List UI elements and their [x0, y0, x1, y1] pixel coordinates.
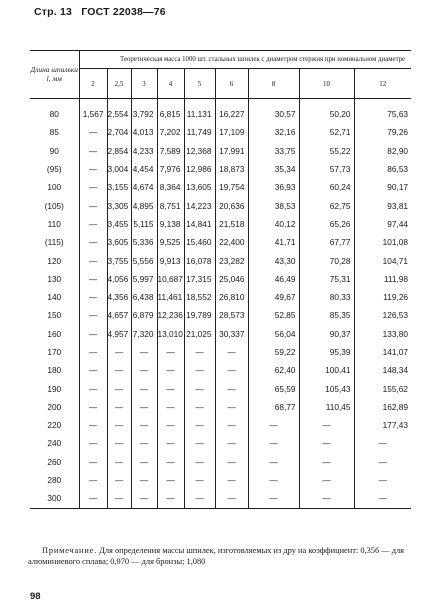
mass-cell: — — [215, 416, 248, 434]
mass-cell: 13,605 — [184, 178, 215, 196]
mass-cell: — — [215, 398, 248, 416]
mass-cell: 23,282 — [215, 251, 248, 269]
mass-cell: 148,34 — [354, 361, 411, 379]
mass-cell: — — [131, 434, 157, 452]
mass-cell: 100,41 — [299, 361, 354, 379]
mass-cell: — — [157, 471, 184, 489]
length-cell: 180 — [47, 365, 62, 376]
mass-cell: 30,337 — [215, 325, 248, 343]
mass-cell: 11,131 — [184, 99, 215, 124]
mass-cell: — — [215, 471, 248, 489]
mass-cell: 49,67 — [248, 288, 299, 306]
mass-cell: 52,85 — [248, 306, 299, 324]
mass-cell: 11,461 — [157, 288, 184, 306]
table-row — [30, 416, 411, 434]
table-row — [30, 142, 411, 160]
mass-cell: — — [354, 471, 411, 489]
mass-cell: — — [79, 251, 107, 269]
mass-cell: — — [354, 489, 411, 508]
mass-cell: — — [157, 379, 184, 397]
length-cell: 90 — [49, 145, 59, 156]
mass-cell: — — [79, 453, 107, 471]
mass-cell: 93,81 — [354, 196, 411, 214]
mass-cell: 68,77 — [248, 398, 299, 416]
mass-cell: 3,305 — [107, 196, 131, 214]
length-cell: 120 — [47, 255, 62, 266]
mass-cell: — — [184, 343, 215, 361]
mass-cell: 5,997 — [131, 270, 157, 288]
mass-cell: 25,046 — [215, 270, 248, 288]
mass-cell: — — [79, 215, 107, 233]
mass-cell: — — [79, 270, 107, 288]
mass-cell: 60,24 — [299, 178, 354, 196]
mass-cell: — — [248, 489, 299, 508]
mass-cell: — — [215, 379, 248, 397]
mass-cell: 38,53 — [248, 196, 299, 214]
mass-cell: — — [248, 416, 299, 434]
footnote — [28, 545, 420, 567]
table-row — [30, 233, 411, 251]
mass-cell: — — [79, 398, 107, 416]
mass-cell: — — [107, 398, 131, 416]
mass-cell: 8,364 — [157, 178, 184, 196]
table-row — [30, 288, 411, 306]
mass-cell: 32,16 — [248, 123, 299, 141]
mass-cell: — — [79, 160, 107, 178]
mass-cell: — — [131, 453, 157, 471]
length-cell: 280 — [47, 475, 62, 486]
mass-cell: — — [131, 398, 157, 416]
table-row — [30, 215, 411, 233]
mass-cell: — — [79, 178, 107, 196]
mass-cell: 2,854 — [107, 142, 131, 160]
mass-cell: 75,31 — [299, 270, 354, 288]
mass-cell: 90,37 — [299, 325, 354, 343]
mass-cell: — — [79, 471, 107, 489]
mass-cell: 4,454 — [131, 160, 157, 178]
mass-cell: — — [107, 434, 131, 452]
mass-cell: — — [184, 416, 215, 434]
mass-cell: 6,815 — [157, 99, 184, 124]
mass-cell: 12,236 — [157, 306, 184, 324]
mass-cell: 75,63 — [354, 99, 411, 124]
table-row — [30, 178, 411, 196]
mass-cell: 4,957 — [107, 325, 131, 343]
mass-cell: 3,004 — [107, 160, 131, 178]
stub-header: Длина шпильки l, мм — [30, 65, 79, 83]
mass-cell: — — [79, 288, 107, 306]
table-row — [30, 434, 411, 452]
mass-cell: 8,751 — [157, 196, 184, 214]
mass-cell: 90,17 — [354, 178, 411, 196]
mass-cell: 70,28 — [299, 251, 354, 269]
mass-cell: 9,525 — [157, 233, 184, 251]
mass-cell: — — [157, 434, 184, 452]
mass-cell: 155,62 — [354, 379, 411, 397]
stub-header-cell — [30, 51, 79, 99]
mass-cell: 65,59 — [248, 379, 299, 397]
mass-cell: 2,554 — [107, 99, 131, 124]
footnote-text: Для определения массы шпилек, изготовляемых из дру на коэффициент: 0,356 — для алюминиевого сплава; 0,970 — для бронзы; 1,080 — [28, 546, 405, 566]
table-row — [30, 379, 411, 397]
mass-cell: — — [79, 416, 107, 434]
mass-cell: — — [79, 343, 107, 361]
mass-cell: — — [131, 379, 157, 397]
length-cell: 100 — [47, 182, 62, 193]
mass-cell: — — [79, 361, 107, 379]
mass-cell: — — [79, 325, 107, 343]
mass-cell: — — [131, 361, 157, 379]
mass-cell: 30,57 — [248, 99, 299, 124]
mass-cell: 62,40 — [248, 361, 299, 379]
diameter-header: 8 — [248, 69, 299, 99]
mass-cell: 52,71 — [299, 123, 354, 141]
table-caption: Теоретическая масса 1000 шт. стальных шпилек с диаметром стержня при номинальном диаметре — [120, 56, 406, 63]
page-number: 98 — [30, 591, 41, 602]
mass-cell: 101,08 — [354, 233, 411, 251]
length-cell: 130 — [47, 273, 62, 284]
mass-cell: 97,44 — [354, 215, 411, 233]
mass-cell: 16,078 — [184, 251, 215, 269]
mass-cell: — — [79, 306, 107, 324]
mass-cell: 10,687 — [157, 270, 184, 288]
mass-cell: — — [157, 416, 184, 434]
mass-cell: — — [107, 416, 131, 434]
mass-cell: — — [299, 489, 354, 508]
mass-cell: 3,455 — [107, 215, 131, 233]
mass-cell: 95,39 — [299, 343, 354, 361]
diameter-header: 10 — [299, 69, 354, 99]
mass-cell: — — [184, 361, 215, 379]
mass-cell: 133,80 — [354, 325, 411, 343]
mass-cell: 36,93 — [248, 178, 299, 196]
diameter-header: 5 — [184, 69, 215, 99]
mass-cell: 9,138 — [157, 215, 184, 233]
mass-cell: 57,73 — [299, 160, 354, 178]
mass-cell: 162,89 — [354, 398, 411, 416]
mass-cell: 59,22 — [248, 343, 299, 361]
mass-cell: 20,636 — [215, 196, 248, 214]
length-cell: (105) — [44, 200, 64, 211]
mass-cell: 16,227 — [215, 99, 248, 124]
mass-cell: — — [79, 379, 107, 397]
mass-cell: 82,90 — [354, 142, 411, 160]
mass-cell: 110,45 — [299, 398, 354, 416]
mass-cell: 33,75 — [248, 142, 299, 160]
mass-cell: — — [184, 434, 215, 452]
mass-cell: 11,749 — [184, 123, 215, 141]
mass-cell: 12,368 — [184, 142, 215, 160]
length-cell: 190 — [47, 383, 62, 394]
length-cell: 150 — [47, 310, 62, 321]
mass-cell: — — [215, 453, 248, 471]
table-row — [30, 453, 411, 471]
mass-cell: 17,315 — [184, 270, 215, 288]
mass-cell: 5,115 — [131, 215, 157, 233]
mass-cell: — — [215, 361, 248, 379]
mass-cell: — — [184, 489, 215, 508]
mass-cell: 1,567 — [79, 99, 107, 124]
length-cell: 260 — [47, 456, 62, 467]
mass-cell: 2,704 — [107, 123, 131, 141]
mass-cell: — — [248, 434, 299, 452]
table-row — [30, 489, 411, 508]
length-cell: (115) — [44, 237, 64, 248]
mass-cell: 4,233 — [131, 142, 157, 160]
mass-cell: 22,400 — [215, 233, 248, 251]
mass-cell: 177,43 — [354, 416, 411, 434]
mass-cell: 4,056 — [107, 270, 131, 288]
mass-cell: 17,991 — [215, 142, 248, 160]
mass-cell: — — [157, 398, 184, 416]
mass-cell: 62,75 — [299, 196, 354, 214]
mass-cell: 5,556 — [131, 251, 157, 269]
mass-cell: — — [107, 361, 131, 379]
mass-cell: 3,792 — [131, 99, 157, 124]
length-cell: 160 — [47, 328, 62, 339]
mass-cell: — — [79, 233, 107, 251]
mass-table — [30, 50, 411, 509]
mass-cell: — — [299, 416, 354, 434]
mass-cell: 4,356 — [107, 288, 131, 306]
mass-cell: — — [248, 471, 299, 489]
mass-cell: 28,573 — [215, 306, 248, 324]
mass-cell: 35,34 — [248, 160, 299, 178]
mass-cell: 18,873 — [215, 160, 248, 178]
mass-cell: 7,589 — [157, 142, 184, 160]
mass-cell: — — [184, 398, 215, 416]
mass-cell: 19,789 — [184, 306, 215, 324]
mass-cell: — — [157, 361, 184, 379]
diameter-header: 6 — [215, 69, 248, 99]
mass-cell: — — [157, 343, 184, 361]
diameter-header: 2 — [79, 69, 107, 99]
diameter-header: 2,5 — [107, 69, 131, 99]
mass-cell: — — [107, 379, 131, 397]
mass-cell: — — [79, 123, 107, 141]
mass-cell: — — [184, 453, 215, 471]
mass-cell: 4,674 — [131, 178, 157, 196]
length-cell: 80 — [49, 109, 59, 120]
mass-cell: 41,71 — [248, 233, 299, 251]
mass-cell: — — [107, 343, 131, 361]
table-row — [30, 361, 411, 379]
mass-cell: 9,913 — [157, 251, 184, 269]
table-row — [30, 160, 411, 178]
diameter-header-row — [30, 69, 411, 99]
mass-cell: 7,202 — [157, 123, 184, 141]
mass-cell: 67,77 — [299, 233, 354, 251]
mass-cell: — — [184, 471, 215, 489]
mass-cell: 65,26 — [299, 215, 354, 233]
mass-cell: — — [299, 453, 354, 471]
length-cell: 140 — [47, 292, 62, 303]
length-cell: (95) — [46, 164, 62, 175]
table-row — [30, 99, 411, 124]
mass-cell: — — [157, 453, 184, 471]
mass-cell: 86,53 — [354, 160, 411, 178]
table-row — [30, 471, 411, 489]
mass-cell: 56,04 — [248, 325, 299, 343]
mass-cell: 4,657 — [107, 306, 131, 324]
mass-cell: 126,53 — [354, 306, 411, 324]
length-cell: 85 — [49, 127, 59, 138]
mass-cell: — — [354, 434, 411, 452]
mass-cell: — — [215, 343, 248, 361]
mass-cell: 21,025 — [184, 325, 215, 343]
mass-cell: — — [157, 489, 184, 508]
mass-cell: 141,07 — [354, 343, 411, 361]
mass-cell: 3,155 — [107, 178, 131, 196]
table-row — [30, 123, 411, 141]
mass-cell: — — [184, 379, 215, 397]
length-cell: 110 — [47, 218, 61, 229]
diameter-header: 3 — [131, 69, 157, 99]
table-row — [30, 343, 411, 361]
length-cell: 170 — [47, 347, 62, 357]
mass-cell: — — [107, 489, 131, 508]
table-row — [30, 270, 411, 288]
mass-cell: 26,810 — [215, 288, 248, 306]
table-row — [30, 251, 411, 269]
mass-cell: 18,552 — [184, 288, 215, 306]
mass-cell: — — [79, 142, 107, 160]
mass-cell: 14,223 — [184, 196, 215, 214]
mass-cell: — — [131, 471, 157, 489]
mass-cell: — — [215, 434, 248, 452]
mass-cell: — — [299, 471, 354, 489]
length-cell: 300 — [30, 489, 79, 508]
mass-cell: — — [131, 343, 157, 361]
mass-cell: 13,010 — [157, 325, 184, 343]
mass-cell: 79,26 — [354, 123, 411, 141]
mass-cell: 15,460 — [184, 233, 215, 251]
table-row — [30, 196, 411, 214]
mass-cell: — — [131, 489, 157, 508]
mass-cell: 17,109 — [215, 123, 248, 141]
mass-cell: 43,30 — [248, 251, 299, 269]
mass-cell: — — [215, 489, 248, 508]
mass-cell: 3,755 — [107, 251, 131, 269]
mass-cell: 105,43 — [299, 379, 354, 397]
standard-code: ГОСТ 22038—76 — [81, 6, 166, 18]
diameter-header: 12 — [354, 69, 411, 99]
mass-cell: 21,518 — [215, 215, 248, 233]
caption-cell — [79, 51, 411, 69]
length-cell: 220 — [47, 420, 62, 431]
mass-cell: — — [107, 471, 131, 489]
mass-cell: 5,336 — [131, 233, 157, 251]
mass-cell: — — [79, 434, 107, 452]
mass-cell: 40,12 — [248, 215, 299, 233]
mass-cell: 12,986 — [184, 160, 215, 178]
mass-cell: — — [354, 453, 411, 471]
mass-cell: — — [79, 196, 107, 214]
table-row — [30, 325, 411, 343]
mass-cell: — — [107, 453, 131, 471]
table-body — [30, 99, 411, 509]
mass-cell: — — [131, 416, 157, 434]
length-cell: 200 — [47, 401, 62, 412]
mass-cell: — — [248, 453, 299, 471]
mass-cell: 6,438 — [131, 288, 157, 306]
mass-cell: 3,605 — [107, 233, 131, 251]
mass-cell: 19,754 — [215, 178, 248, 196]
mass-cell: 119,26 — [354, 288, 411, 306]
footnote-title: Примечание. — [42, 546, 98, 555]
mass-cell: 7,320 — [131, 325, 157, 343]
mass-cell: — — [79, 489, 107, 508]
mass-cell: 4,895 — [131, 196, 157, 214]
table-row — [30, 398, 411, 416]
mass-cell: 85,35 — [299, 306, 354, 324]
mass-cell: 111,98 — [354, 270, 411, 288]
page-label: Стр. 13 — [34, 6, 73, 18]
mass-cell: — — [299, 434, 354, 452]
table-row — [30, 306, 411, 324]
mass-cell: 46,49 — [248, 270, 299, 288]
diameter-header: 4 — [157, 69, 184, 99]
mass-cell: 104,71 — [354, 251, 411, 269]
mass-cell: 4,013 — [131, 123, 157, 141]
length-cell: 240 — [47, 438, 62, 449]
mass-cell: 6,879 — [131, 306, 157, 324]
mass-cell: 14,841 — [184, 215, 215, 233]
mass-cell: 55,22 — [299, 142, 354, 160]
mass-cell: 50,20 — [299, 99, 354, 124]
page-header — [34, 6, 172, 18]
mass-cell: 7,976 — [157, 160, 184, 178]
mass-cell: 80,33 — [299, 288, 354, 306]
